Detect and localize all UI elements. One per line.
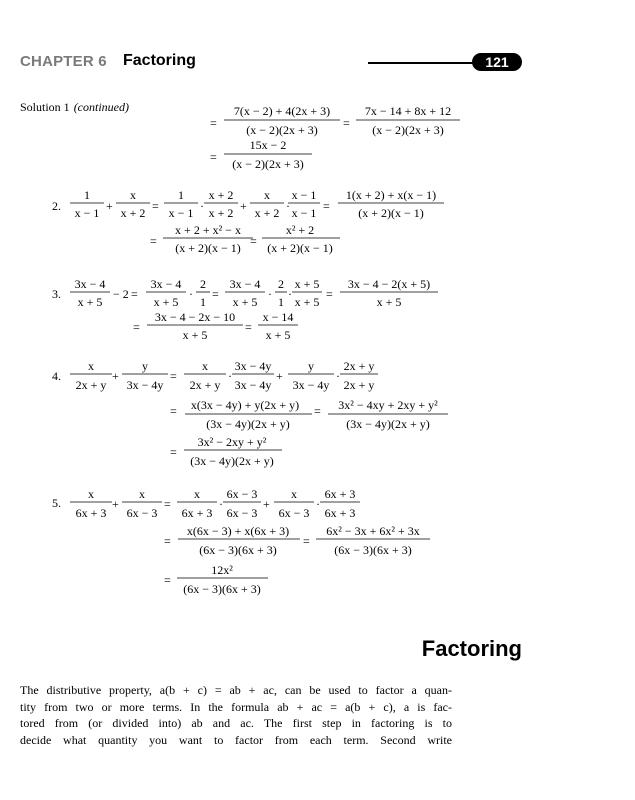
math-term: +: [112, 497, 119, 511]
problem-number: 5.: [52, 496, 61, 510]
math-term: =: [170, 369, 177, 383]
math-term: +: [276, 369, 283, 383]
math-term: 6x + 3: [75, 506, 107, 520]
math-term: =: [245, 320, 252, 334]
math-term: x + 5: [77, 295, 103, 309]
math-term: =: [164, 534, 171, 548]
math-term: (x + 2)(x − 1): [267, 241, 333, 255]
chapter-title: Factoring: [123, 52, 196, 69]
fraction-numerator: 7x − 14 + 8x + 12: [364, 104, 452, 118]
math-term: 3x − 4: [150, 277, 182, 291]
problem-number: 3.: [52, 287, 61, 301]
math-term: 2x + y: [189, 378, 221, 392]
math-term: =: [164, 497, 171, 511]
math-term: x + 5: [182, 328, 208, 342]
math-term: x − 1: [74, 206, 100, 220]
math-term: x: [291, 487, 297, 501]
math-term: ·: [219, 497, 223, 511]
equals-sign: =: [210, 150, 217, 164]
problem-number: 4.: [52, 369, 61, 383]
math-term: =: [131, 287, 138, 301]
math-term: ·: [288, 287, 292, 301]
math-term: 2: [200, 277, 206, 291]
math-term: =: [133, 320, 140, 334]
math-term: 3x − 4y: [234, 359, 272, 373]
math-term: (6x − 3)(6x + 3): [334, 543, 412, 557]
math-term: x: [130, 188, 136, 202]
math-term: (6x − 3)(6x + 3): [183, 582, 261, 596]
math-term: y: [142, 359, 148, 373]
math-term: x − 1: [291, 206, 317, 220]
math-term: ·: [189, 287, 193, 301]
fraction-denominator: (x − 2)(2x + 3): [232, 157, 304, 171]
math-term: =: [326, 287, 333, 301]
math-term: 3x² − 4xy + 2xy + y²: [338, 398, 438, 412]
math-term: ·: [228, 369, 232, 383]
math-term: x: [139, 487, 145, 501]
math-term: 3x² − 2xy + y²: [197, 435, 267, 449]
math-term: x − 1: [168, 206, 194, 220]
math-term: 3x − 4: [74, 277, 106, 291]
math-term: x: [264, 188, 270, 202]
math-term: =: [250, 234, 257, 248]
math-term: (3x − 4y)(2x + y): [206, 417, 290, 431]
math-term: (3x − 4y)(2x + y): [190, 454, 274, 468]
math-term: 1: [84, 188, 90, 202]
math-term: 6x − 3: [226, 487, 258, 501]
paragraph-line: decide what quantity you want to factor from each term. Second write: [20, 732, 452, 747]
problem-number: 2.: [52, 199, 61, 213]
math-term: 1(x + 2) + x(x − 1): [345, 188, 437, 202]
math-term: (x + 2)(x − 1): [175, 241, 241, 255]
math-term: +: [240, 199, 247, 213]
math-term: (3x − 4y)(2x + y): [346, 417, 430, 431]
math-term: 6x − 3: [278, 506, 310, 520]
math-term: x + 2: [208, 188, 234, 202]
math-term: =: [164, 573, 171, 587]
math-term: 3x − 4y: [126, 378, 164, 392]
math-term: ·: [336, 369, 340, 383]
solution-label: Solution 1 (continued): [20, 100, 129, 114]
chapter-label: CHAPTER 6: [20, 53, 107, 70]
math-term: x + 2 + x² − x: [175, 223, 241, 237]
math-term: 2x + y: [75, 378, 107, 392]
math-term: 6x + 3: [181, 506, 213, 520]
math-term: +: [112, 369, 119, 383]
math-term: 1: [178, 188, 184, 202]
math-term: x + 5: [232, 295, 258, 309]
math-term: 2: [278, 277, 284, 291]
math-term: 3x − 4y: [292, 378, 330, 392]
equals-sign: =: [210, 116, 217, 130]
math-term: ·: [316, 497, 320, 511]
paragraph-line: The distributive property, a(b + c) = ab + ac, can be used to factor a quan-: [20, 683, 452, 697]
math-term: x + 5: [376, 295, 402, 309]
math-term: y: [308, 359, 314, 373]
math-term: x(6x − 3) + x(6x + 3): [186, 524, 290, 538]
paragraph-line: tored from (or divided into) ab and ac. The first step in factoring is to: [20, 716, 452, 730]
math-term: 3x − 4 − 2(x + 5): [347, 277, 431, 291]
math-term: 2x + y: [343, 378, 375, 392]
math-term: =: [314, 404, 321, 418]
math-term: x: [88, 359, 94, 373]
math-term: x: [202, 359, 208, 373]
math-term: x² + 2: [285, 223, 315, 237]
math-term: x − 1: [291, 188, 317, 202]
math-term: =: [150, 234, 157, 248]
body-paragraph: [20, 682, 452, 748]
equals-sign: =: [343, 116, 350, 130]
math-term: ·: [200, 199, 204, 213]
math-term: 2x + y: [343, 359, 375, 373]
math-term: x + 2: [208, 206, 234, 220]
math-term: x + 5: [265, 328, 291, 342]
math-term: ·: [268, 287, 272, 301]
math-term: x: [194, 487, 200, 501]
fraction-denominator: (x − 2)(2x + 3): [246, 123, 318, 137]
math-term: x: [88, 487, 94, 501]
math-term: =: [170, 445, 177, 459]
math-term: 6x + 3: [324, 487, 356, 501]
math-term: 1: [200, 295, 206, 309]
section-heading: Factoring: [421, 636, 522, 661]
math-term: ·: [286, 199, 290, 213]
math-term: 6x + 3: [324, 506, 356, 520]
fraction-numerator: 7(x − 2) + 4(2x + 3): [233, 104, 331, 118]
math-term: 1: [278, 295, 284, 309]
math-term: x − 14: [262, 310, 294, 324]
math-term: +: [106, 199, 113, 213]
math-term: 3x − 4y: [234, 378, 272, 392]
math-term: 6x − 3: [126, 506, 158, 520]
math-term: 6x² − 3x + 6x² + 3x: [326, 524, 420, 538]
math-term: x + 2: [120, 206, 146, 220]
math-term: +: [263, 497, 270, 511]
math-term: =: [303, 534, 310, 548]
paragraph-line: tity from two or more terms. In the formula ab + ac = a(b + c), a is fac-: [20, 699, 452, 714]
math-term: 6x − 3: [226, 506, 258, 520]
math-term: x(3x − 4y) + y(2x + y): [190, 398, 300, 412]
math-term: x + 5: [294, 277, 320, 291]
math-term: =: [323, 199, 330, 213]
page-number: 121: [472, 53, 522, 71]
math-term: x + 5: [153, 295, 179, 309]
math-term: 12x²: [211, 563, 233, 577]
math-term: (x + 2)(x − 1): [358, 206, 424, 220]
math-term: =: [212, 287, 219, 301]
math-term: =: [170, 404, 177, 418]
math-term: x + 5: [294, 295, 320, 309]
math-term: − 2: [113, 287, 129, 301]
math-term: (6x − 3)(6x + 3): [199, 543, 277, 557]
math-term: 3x − 4 − 2x − 10: [154, 310, 236, 324]
fraction-denominator: (x − 2)(2x + 3): [372, 123, 444, 137]
fraction-numerator: 15x − 2: [249, 138, 287, 152]
math-term: x + 2: [254, 206, 280, 220]
math-term: =: [152, 199, 159, 213]
math-term: 3x − 4: [229, 277, 261, 291]
